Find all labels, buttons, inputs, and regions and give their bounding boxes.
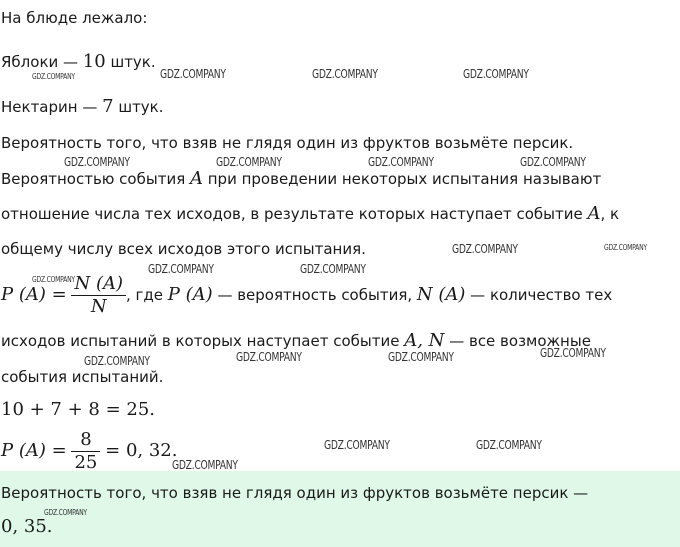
text-line-nectarine xyxy=(1,97,164,117)
watermark: GDZ.COMPANY xyxy=(300,262,366,276)
result-fraction xyxy=(71,429,100,474)
nectarine-count: 7 xyxy=(102,96,114,117)
text-line-1 xyxy=(1,8,147,28)
watermark: GDZ.COMPANY xyxy=(44,508,87,517)
watermark: GDZ.COMPANY xyxy=(463,67,529,81)
sum-equation xyxy=(1,400,155,420)
def-text-a: Вероятностью события xyxy=(1,170,190,188)
explain-symbols: A, N xyxy=(404,330,445,351)
text-line-apples xyxy=(1,52,156,72)
watermark: GDZ.COMPANY xyxy=(172,458,238,472)
definition-line-1 xyxy=(1,169,601,189)
nectarine-label: Нектарин — xyxy=(1,98,103,116)
answer-value: 0, 35. xyxy=(1,516,53,537)
event-symbol: A xyxy=(189,168,203,189)
fraction-denominator: N xyxy=(71,295,126,318)
explain-line-2 xyxy=(1,367,163,387)
watermark: GDZ.COMPANY xyxy=(312,67,378,81)
apples-label: Яблоки — xyxy=(1,53,83,71)
watermark: GDZ.COMPANY xyxy=(520,155,586,169)
def-text-b: при проведении некоторых испытания называют xyxy=(202,170,602,188)
definition-line-3 xyxy=(1,239,366,259)
watermark: GDZ.COMPANY xyxy=(368,155,434,169)
answer-value-line xyxy=(1,517,53,537)
sum-expression: 10 + 7 + 8 = 25. xyxy=(1,399,156,420)
fraction-numerator: N (A) xyxy=(74,273,123,294)
formula-na: N (A) xyxy=(416,284,466,305)
watermark: GDZ.COMPANY xyxy=(160,67,226,81)
watermark: GDZ.COMPANY xyxy=(540,346,606,360)
formula-text-c: — количество тех xyxy=(465,286,613,304)
def-text-d: , к xyxy=(600,205,620,223)
watermark: GDZ.COMPANY xyxy=(604,243,647,252)
watermark: GDZ.COMPANY xyxy=(84,354,150,368)
watermark: GDZ.COMPANY xyxy=(236,350,302,364)
question-line: Вероятность того, что взяв не глядя один из фруктов возьмёте персик. xyxy=(1,134,574,152)
event-symbol: A xyxy=(587,203,601,224)
definition-line-2 xyxy=(1,204,619,224)
formula-text-b: — вероятность события, xyxy=(212,286,417,304)
nectarine-unit: штук. xyxy=(113,98,164,116)
formula-text-a: , где xyxy=(125,286,168,304)
probability-result xyxy=(1,428,177,474)
answer-text: Вероятность того, что взяв не глядя один из фруктов возьмёте персик — xyxy=(1,484,589,502)
result-numerator: 8 xyxy=(80,429,92,450)
result-lhs: P (A) = xyxy=(1,440,67,461)
watermark: GDZ.COMPANY xyxy=(216,155,282,169)
apples-unit: штук. xyxy=(105,53,156,71)
result-denominator: 25 xyxy=(71,451,100,474)
formula-lhs: P (A) = xyxy=(1,284,67,305)
answer-text-line xyxy=(1,483,588,503)
watermark: GDZ.COMPANY xyxy=(452,242,518,256)
formula-pa: P (A) xyxy=(167,284,213,305)
watermark: GDZ.COMPANY xyxy=(324,438,390,452)
def-text-c: отношение числа тех исходов, в результате которых наступает событие xyxy=(1,205,588,223)
explain-text-a: исходов испытаний в которых наступает событие xyxy=(1,332,405,350)
watermark: GDZ.COMPANY xyxy=(32,72,75,81)
explain-text-c: события испытаний. xyxy=(1,368,164,386)
def-text-e: общему числу всех исходов этого испытания. xyxy=(1,240,366,258)
intro-text: На блюде лежало: xyxy=(1,9,148,27)
apples-count: 10 xyxy=(82,51,106,72)
watermark: GDZ.COMPANY xyxy=(32,275,75,284)
watermark: GDZ.COMPANY xyxy=(148,262,214,276)
probability-formula xyxy=(1,272,612,318)
formula-fraction xyxy=(71,273,126,318)
explain-line-1 xyxy=(1,331,591,351)
result-value: = 0, 32. xyxy=(105,440,178,461)
explain-text-b: — все возможные xyxy=(444,332,591,350)
watermark: GDZ.COMPANY xyxy=(476,438,542,452)
watermark: GDZ.COMPANY xyxy=(64,155,130,169)
question-text xyxy=(1,133,573,153)
watermark: GDZ.COMPANY xyxy=(388,350,454,364)
